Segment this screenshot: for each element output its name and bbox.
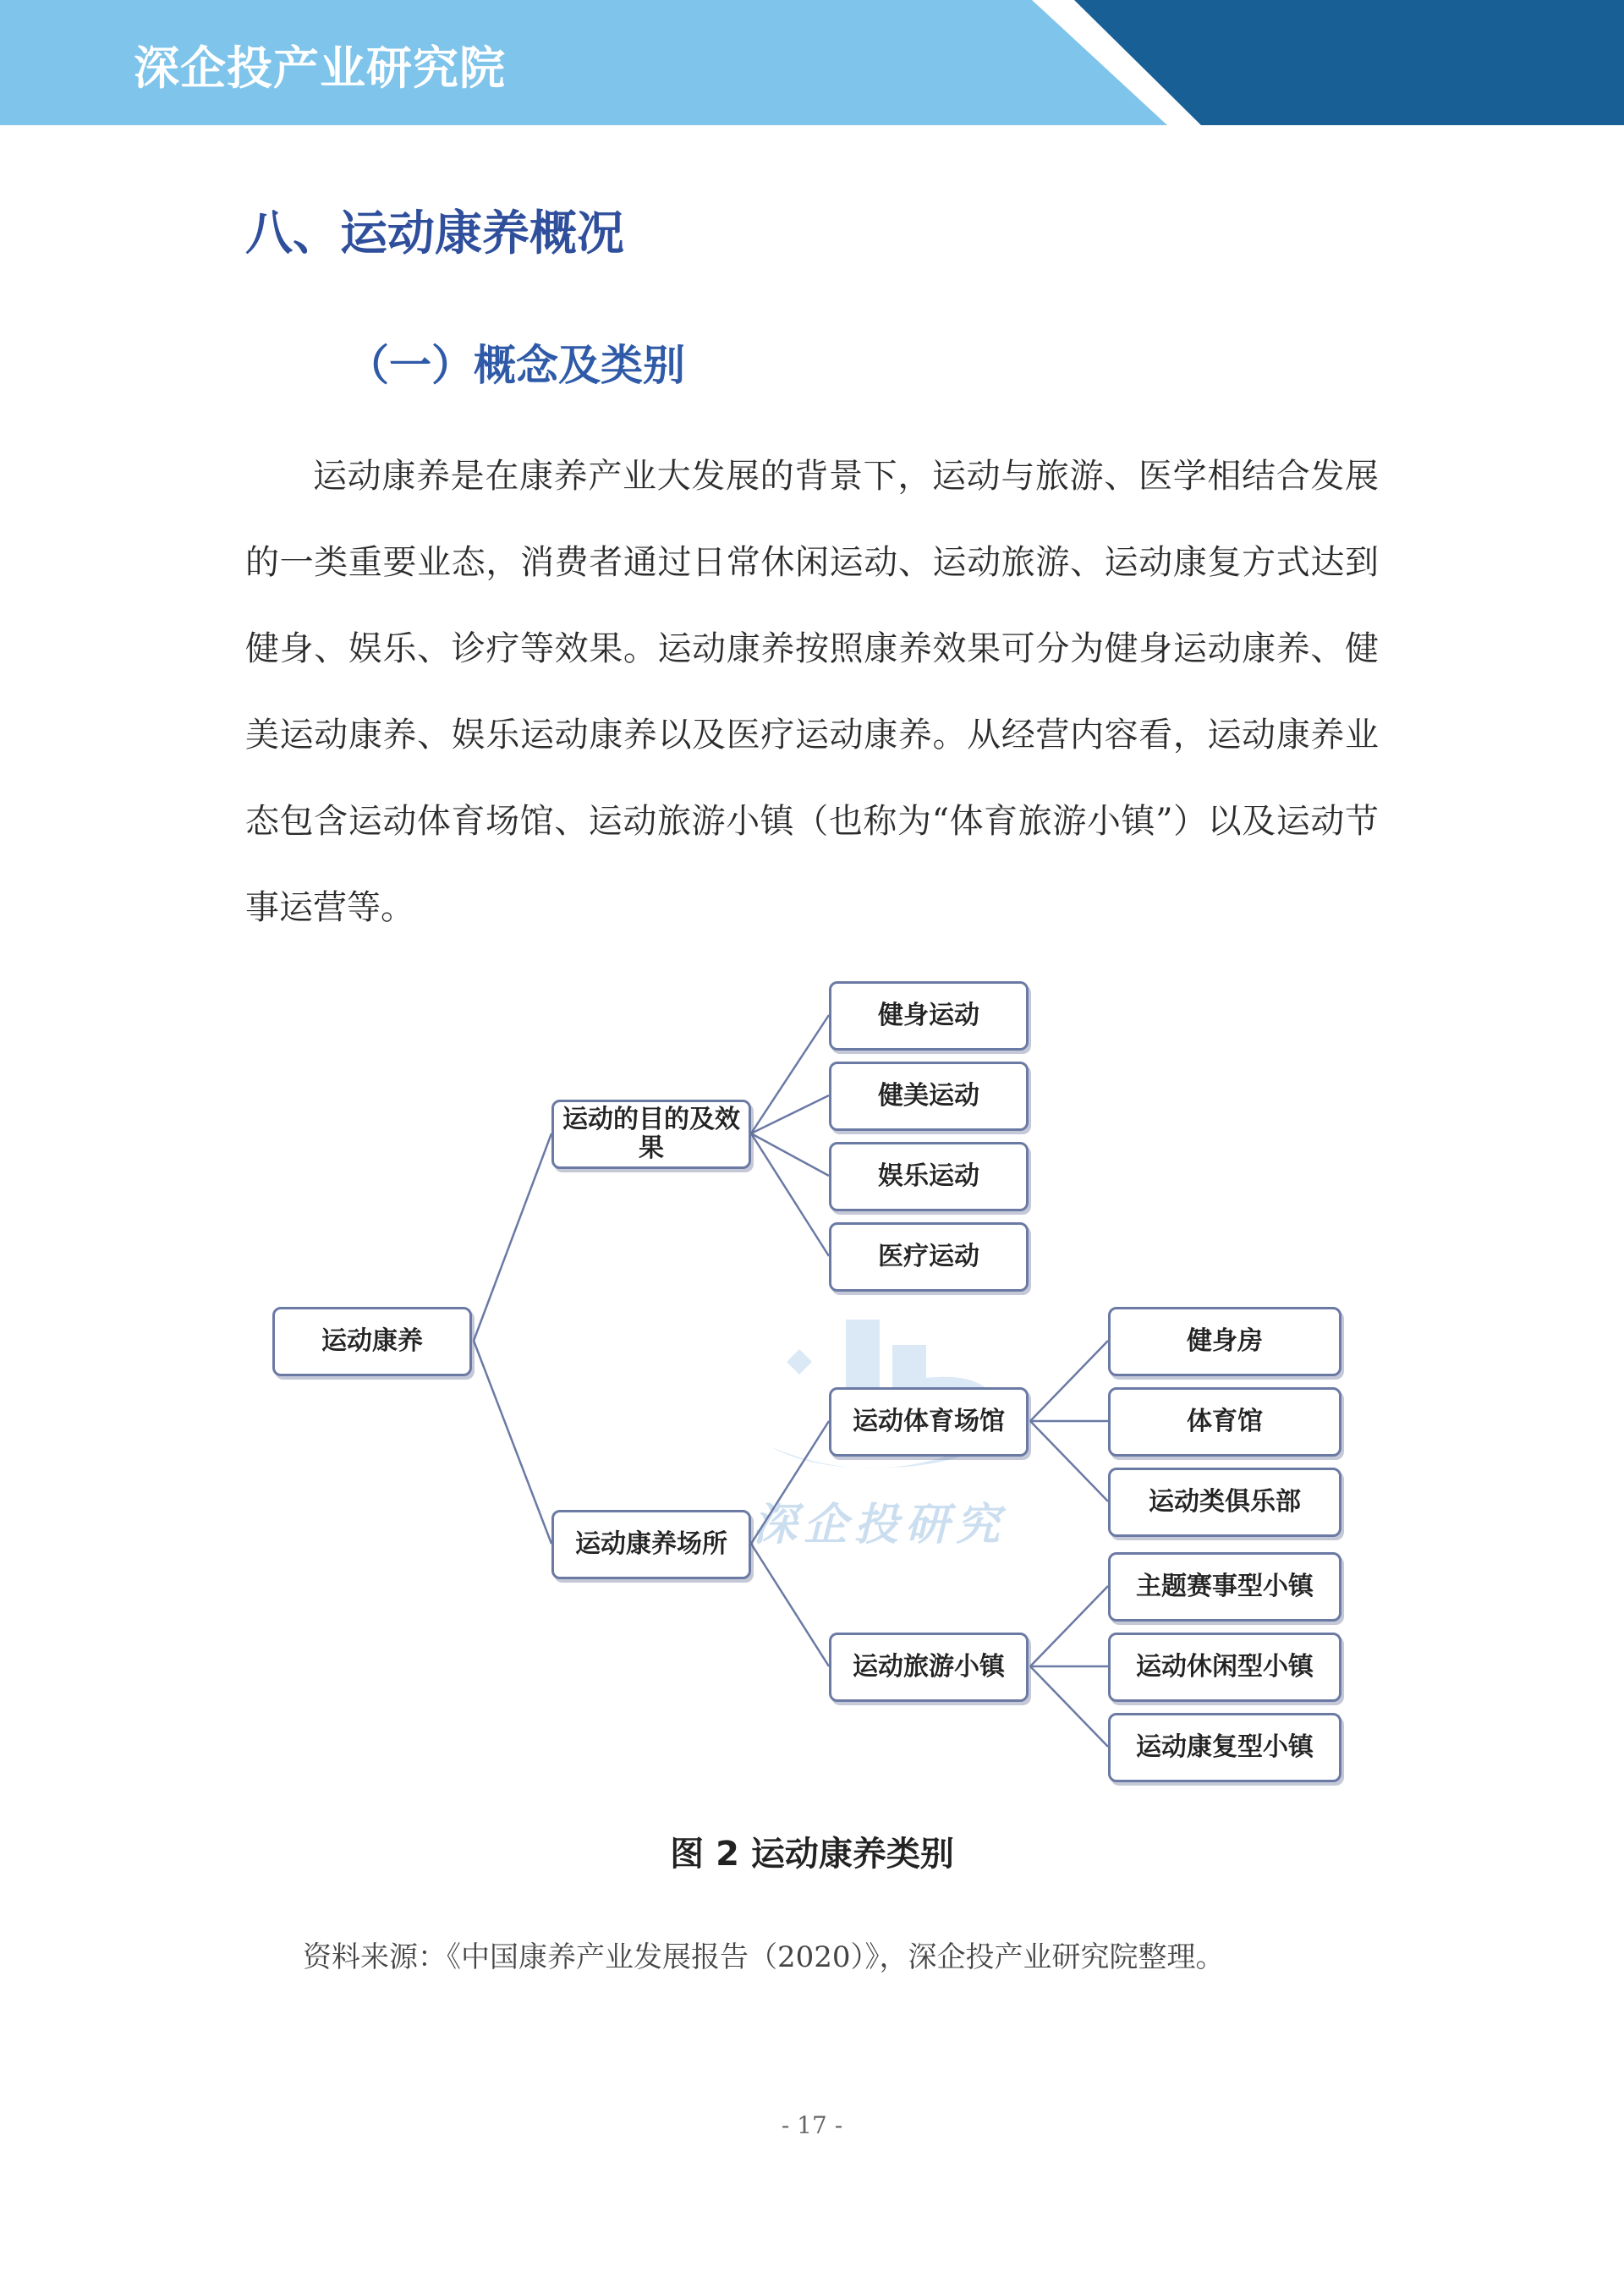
node-purpose-item: 健美运动 [829,1062,1029,1131]
category-diagram [245,964,1379,1793]
node-venue-gym: 运动体育场馆 [829,1387,1029,1457]
node-gym-item: 体育馆 [1108,1387,1341,1457]
body-paragraph: 运动康养是在康养产业大发展的背景下，运动与旅游、医学相结合发展的一类重要业态，消费者通过日常休闲运动、运动旅游、运动康复方式达到健身、娱乐、诊疗等效果。运动康养按照康养效果可分为健身运动康养、健美运动康养、娱乐运动康养以及医疗运动康养。从经营内容看，运动康养业态包含运动体育场馆、运动旅游小镇（也称为“体育旅游小镇”）以及运动节事运营等。 [245,457,1379,927]
node-venue: 运动康养场所 [551,1510,751,1579]
node-venue-town: 运动旅游小镇 [829,1633,1029,1702]
node-root: 运动康养 [272,1307,472,1376]
node-gym-item: 运动类俱乐部 [1108,1468,1341,1537]
node-purpose-item: 医疗运动 [829,1222,1029,1292]
section-heading: 八、运动康养概况 [245,206,624,261]
node-gym-item: 健身房 [1108,1307,1341,1376]
node-purpose: 运动的目的及效果 [551,1100,751,1169]
node-purpose-item: 娱乐运动 [829,1142,1029,1211]
node-town-item: 主题赛事型小镇 [1108,1552,1341,1622]
section-subheading: （一）概念及类别 [347,341,685,390]
node-town-item: 运动康复型小镇 [1108,1713,1341,1782]
page-number: - 17 - [781,2111,843,2139]
figure-caption: 图 2 运动康养类别 [670,1835,954,1874]
node-town-item: 运动休闲型小镇 [1108,1633,1341,1702]
source-note: 资料来源：《中国康养产业发展报告（2020）》，深企投产业研究院整理。 [303,1940,1225,1974]
page-header [0,0,1624,125]
header-title: 深企投产业研究院 [134,41,506,95]
node-purpose-item: 健身运动 [829,981,1029,1051]
watermark-text: 深企投研究 [753,1499,1007,1550]
